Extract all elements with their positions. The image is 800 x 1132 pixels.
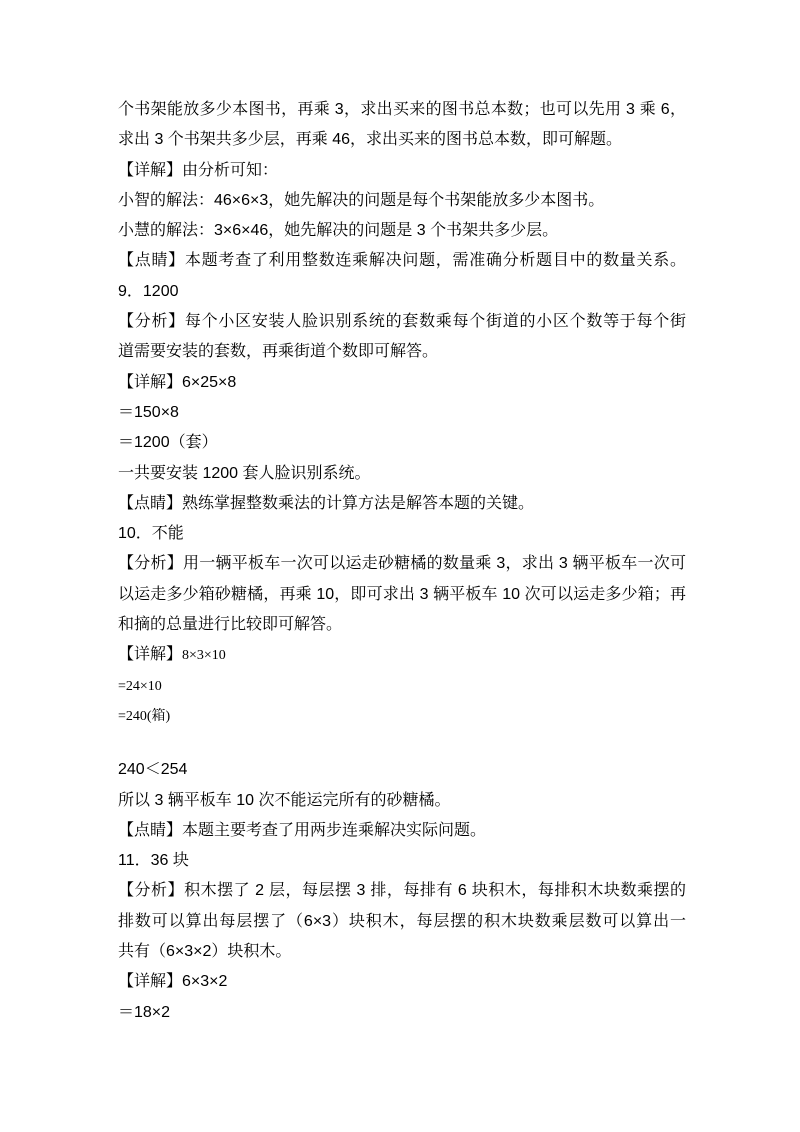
q9-detail-line: 一共要安装 1200 套人脸识别系统。 [118,464,371,482]
q8-detail-line: 小智的解法：46×6×3，她先解决的问题是每个书架能放多少本图书。 [118,191,605,209]
q8-analysis-line: 求出 3 个书架共多少层，再乘 46，求出买来的图书总本数，即可解题。 [118,131,623,149]
q8-detail-line: 小慧的解法：3×6×46，她先解决的问题是 3 个书架共多少层。 [118,222,559,240]
q10-analysis-line: 以运走多少箱砂糖橘，再乘 10，即可求出 3 辆平板车 10 次可以运走多少箱；再 [118,585,686,603]
q8-comment: 【点睛】本题考查了利用整数连乘解决问题，需准确分析题目中的数量关系。 [118,252,686,270]
q10-detail-line: 所以 3 辆平板车 10 次不能运完所有的砂糖橘。 [118,791,451,809]
q10-analysis-line: 和摘的总量进行比较即可解答。 [118,616,343,634]
q8-detail-line: 【详解】由分析可知： [118,161,279,179]
q10-answer: 10．不能 [118,525,184,543]
q9-detail-line: 【详解】6×25×8 [118,373,237,391]
q9-detail-line: ＝150×8 [118,403,179,421]
math-expression: =240(箱) [118,708,171,724]
q9-comment: 【点睛】熟练掌握整数乘法的计算方法是解答本题的关键。 [118,494,535,512]
q10-detail-math-line [118,671,690,701]
q11-analysis-line: 【分析】积木摆了 2 层，每层摆 3 排，每排有 6 块积木，每排积木块数乘摆的 [118,882,686,900]
blank-spacer [118,731,690,755]
q10-detail-math-line [118,640,690,670]
q10-comment: 【点睛】本题主要考查了用两步连乘解决实际问题。 [118,821,487,839]
q9-analysis-line: 【分析】每个小区安装人脸识别系统的套数乘每个街道的小区个数等于每个街 [118,313,686,331]
q9-analysis-line: 道需要安装的套数，再乘街道个数即可解答。 [118,343,439,361]
q9-detail-line: ＝1200（套） [118,434,218,452]
q11-answer: 11．36 块 [118,852,189,870]
q8-analysis-line: 个书架能放多少本图书，再乘 3，求出买来的图书总本数；也可以先用 3 乘 6， [118,101,686,118]
document-page [118,95,690,1028]
math-expression: =24×10 [118,678,162,694]
q11-detail-line: ＝18×2 [118,1003,171,1021]
math-expression: 8×3×10 [182,648,226,664]
q11-analysis-line: 共有（6×3×2）块积木。 [118,943,292,961]
q9-answer: 9．1200 [118,282,179,300]
q10-detail-line: 240＜254 [118,761,188,779]
q10-detail-math-line [118,701,690,731]
q11-analysis-line: 排数可以算出每层摆了（6×3）块积木，每层摆的积木块数乘层数可以算出一 [118,912,686,930]
detail-label: 【详解】 [118,646,183,664]
q10-analysis-line: 【分析】用一辆平板车一次可以运走砂糖橘的数量乘 3，求出 3 辆平板车一次可 [118,555,686,573]
q11-detail-line: 【详解】6×3×2 [118,973,228,991]
